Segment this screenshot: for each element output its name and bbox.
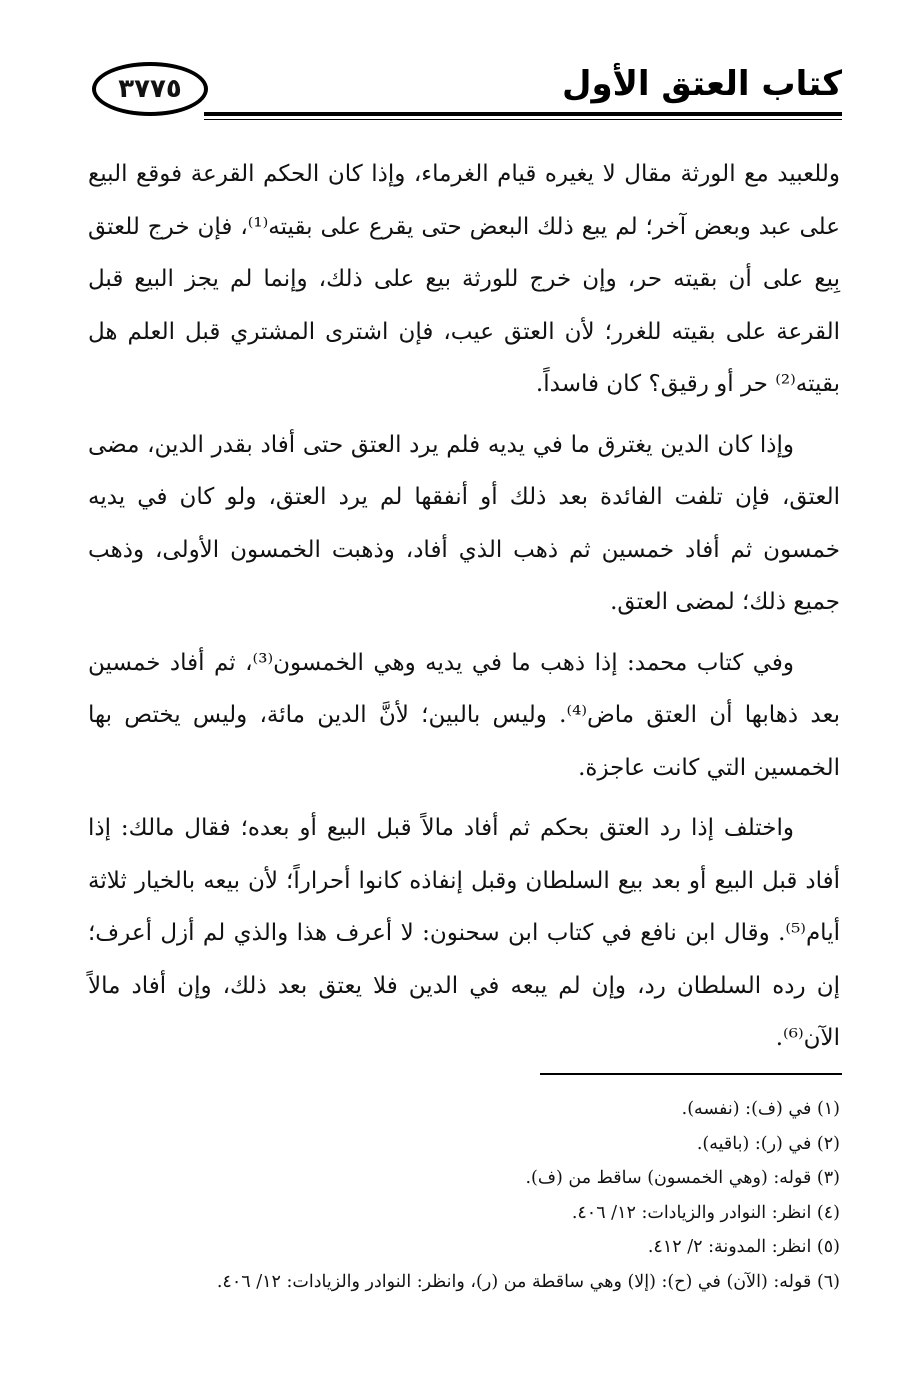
page-number-oval [92,62,208,116]
header-rule-thin [204,119,842,120]
paragraph: وللعبيد مع الورثة مقال لا يغيره قيام الغرماء، وإذا كان الحكم القرعة فوقع البيع على عبد وبعض آخر؛ لم يبع ذلك البعض حتى يقرع على بقيته⁽¹⁾، فإن خرج للعتق بِيع على أن بقيته حر، وإن خرج للورثة بيع على ذلك، وإنما لم يجز البيع قبل القرعة على بقيته للغرر؛ لأن العتق عيب، فإن اشترى المشتري قبل العلم هل بقيته⁽²⁾ حر أو رقيق؟ كان فاسداً. [88,161,840,397]
main-text [88,148,840,1073]
header-rule [204,112,842,116]
footnote: (٥) انظر: المدونة: ٢/ ٤١٢. [647,1237,840,1257]
footnote: (٤) انظر: النوادر والزيادات: ١٢/ ٤٠٦. [571,1202,840,1223]
footnote: (٦) قوله: (الآن) في (ح): (إلا) وهي ساقطة من (ر)، وانظر: النوادر والزيادات: ١٢/ ٤٠٦. [216,1271,840,1292]
footnote: (١) في (ف): (نفسه). [681,1099,840,1119]
footnote-separator [540,1073,842,1075]
page-number: ٣٧٧٥ [118,74,182,104]
paragraph: وفي كتاب محمد: إذا ذهب ما في يديه وهي الخمسون⁽³⁾، ثم أفاد خمسين بعد ذهابها أن العتق ماض⁽⁴⁾. وليس بالبين؛ لأنَّ الدين مائة، وليس يختص بها الخمسين التي كانت عاجزة. [88,649,840,781]
book-title: كتاب العتق الأول [561,64,842,104]
footnote: (٢) في (ر): (باقيه). [696,1133,840,1154]
footnotes [88,1092,840,1299]
page-header [92,52,842,122]
paragraph: وإذا كان الدين يغترق ما في يديه فلم يرد العتق حتى أفاد بقدر الدين، مضى العتق، فإن تلفت الفائدة بعد ذلك أو أنفقها لم يرد العتق، ولو كان في يديه خمسون ثم أفاد خمسين ثم ذهب الذي أفاد، وذهبت الخمسون الأولى، وذهب جميع ذلك؛ لمضى العتق. [88,431,840,615]
paragraph: واختلف إذا رد العتق بحكم ثم أفاد مالاً قبل البيع أو بعده؛ فقال مالك: إذا أفاد قبل البيع أو بعد بيع السلطان وقبل إنفاذه كانوا أحراراً؛ لأن بيعه بالخيار ثلاثة أيام⁽⁵⁾. وقال ابن نافع في كتاب ابن سحنون: لا أعرف هذا والذي لم أزل أعرف؛ إن رده السلطان رد، وإن لم يبعه في الدين فلا يعتق بعد ذلك، وإن أفاد مالاً الآن⁽⁶⁾. [88,815,840,1051]
footnote: (٣) قوله: (وهي الخمسون) ساقط من (ف). [525,1168,840,1188]
